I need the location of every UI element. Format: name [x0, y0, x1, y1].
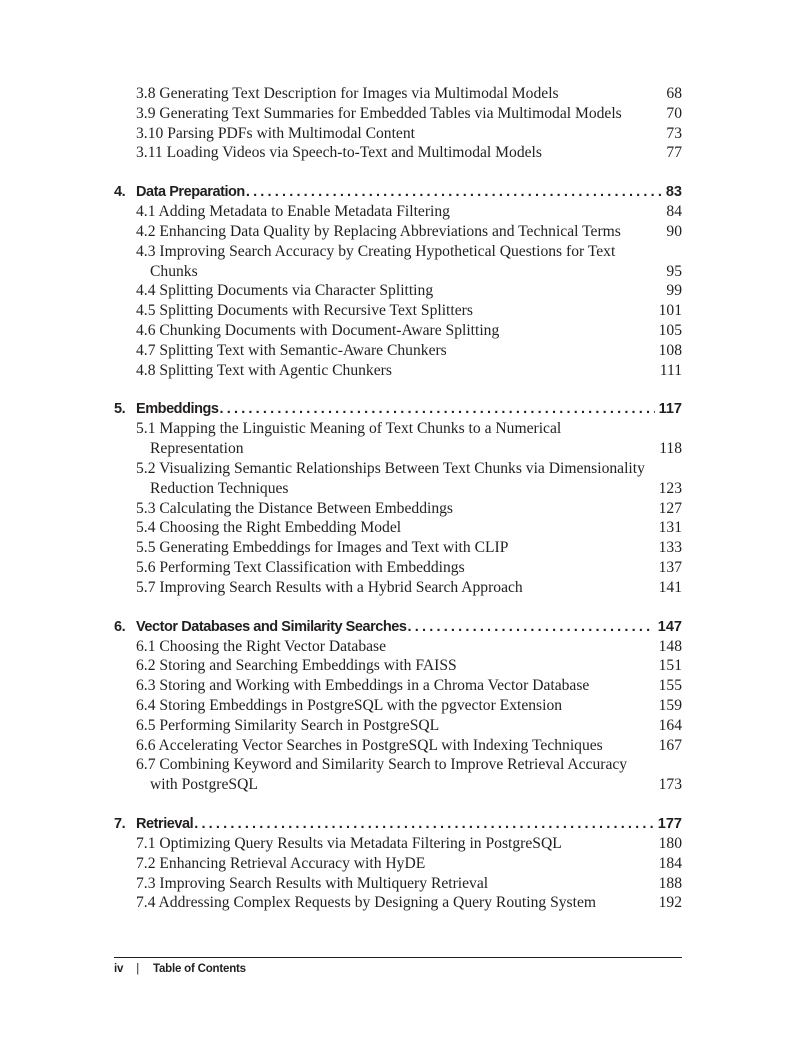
- entry-title: 4.2 Enhancing Data Quality by Replacing Abbreviations and Technical Terms: [136, 222, 621, 240]
- entry-page-number: 99: [666, 282, 682, 300]
- table-of-contents: [114, 84, 682, 913]
- toc-entry: [136, 637, 682, 657]
- toc-entry: [136, 202, 682, 222]
- entry-page-number: 148: [658, 637, 682, 655]
- toc-entry: [136, 874, 682, 894]
- toc-entry: [136, 84, 682, 104]
- entry-title: 7.4 Addressing Complex Requests by Designing a Query Routing System: [136, 894, 596, 912]
- toc-entry: [136, 696, 682, 716]
- entry-title: 5.4 Choosing the Right Embedding Model: [136, 519, 402, 537]
- entry-page-number: 101: [658, 302, 682, 320]
- toc-entry: [136, 143, 682, 163]
- entry-title: 5.6 Performing Text Classification with Embeddings: [136, 558, 465, 576]
- toc-entry: [136, 301, 682, 321]
- entry-page-number: 188: [658, 874, 682, 892]
- entry-title: 5.3 Calculating the Distance Between Embeddings: [136, 499, 453, 517]
- toc-entry: [136, 578, 682, 598]
- entry-title: 6.6 Accelerating Vector Searches in PostgreSQL with Indexing Techniques: [136, 736, 603, 754]
- dot-leader: [219, 399, 655, 419]
- entry-title: 4.4 Splitting Documents via Character Splitting: [136, 282, 434, 300]
- entry-title: 6.2 Storing and Searching Embeddings with FAISS: [136, 657, 457, 675]
- chapter-title: Vector Databases and Similarity Searches: [136, 618, 407, 635]
- toc-entry: [136, 321, 682, 341]
- entry-title: 6.7 Combining Keyword and Similarity Search to Improve Retrieval Accuracy with PostgreSQL: [136, 756, 628, 794]
- entry-title: 4.7 Splitting Text with Semantic-Aware Chunkers: [136, 341, 447, 359]
- entry-title: 5.5 Generating Embeddings for Images and Text with CLIP: [136, 539, 509, 557]
- chapter-number: 7.: [114, 815, 126, 832]
- dot-leader: [193, 814, 654, 834]
- entry-page-number: 151: [658, 657, 682, 675]
- entry-page-number: 164: [658, 716, 682, 734]
- toc-entry: [136, 281, 682, 301]
- footer-separator: |: [136, 963, 139, 975]
- entry-page-number: 123: [658, 479, 682, 497]
- entry-page-number: 108: [658, 341, 682, 359]
- entry-title: 3.9 Generating Text Summaries for Embedded Tables via Multimodal Models: [136, 104, 622, 122]
- toc-entry: [136, 222, 682, 242]
- chapter-number: 4.: [114, 184, 126, 201]
- toc-entry: [136, 518, 682, 538]
- chapter-heading: [114, 814, 682, 834]
- entry-page-number: 90: [666, 222, 682, 240]
- entry-title: 6.3 Storing and Working with Embeddings in a Chroma Vector Database: [136, 677, 590, 695]
- toc-entry: [136, 656, 682, 676]
- toc-entry: [136, 538, 682, 558]
- toc-entry: [136, 854, 682, 874]
- entry-page-number: 192: [658, 894, 682, 912]
- entry-title: 4.3 Improving Search Accuracy by Creating Hypothetical Questions for Text Chunks: [136, 242, 616, 280]
- entry-page-number: 159: [658, 696, 682, 714]
- entry-title: 3.10 Parsing PDFs with Multimodal Content: [136, 124, 415, 142]
- chapter-heading: [114, 617, 682, 637]
- toc-entry: [136, 736, 682, 756]
- toc-entry: [136, 242, 682, 282]
- chapter-number: 5.: [114, 401, 126, 418]
- dot-leader: [407, 617, 654, 637]
- entry-page-number: 167: [658, 736, 682, 754]
- entry-title: 5.1 Mapping the Linguistic Meaning of Text Chunks to a Numerical Representation: [136, 420, 562, 458]
- footer-page-number: iv: [114, 963, 124, 975]
- entry-page-number: 95: [666, 262, 682, 280]
- toc-entry: [136, 459, 682, 499]
- toc-entry: [136, 676, 682, 696]
- entry-page-number: 173: [658, 776, 682, 794]
- entry-title: 7.1 Optimizing Query Results via Metadata Filtering in PostgreSQL: [136, 834, 562, 852]
- chapter-page-number: 83: [665, 184, 682, 201]
- entry-page-number: 118: [659, 440, 682, 458]
- dot-leader: [245, 182, 662, 202]
- footer-label: Table of Contents: [153, 963, 246, 975]
- chapter-page-number: 177: [657, 815, 682, 832]
- entry-title: 7.2 Enhancing Retrieval Accuracy with HyDE: [136, 854, 426, 872]
- page-footer: [114, 963, 246, 975]
- toc-entry: [136, 419, 682, 459]
- entry-page-number: 70: [666, 104, 682, 122]
- chapter-title: Data Preparation: [136, 184, 245, 201]
- entry-title: 7.3 Improving Search Results with Multiquery Retrieval: [136, 874, 489, 892]
- entry-page-number: 155: [658, 677, 682, 695]
- entry-title: 3.8 Generating Text Description for Images via Multimodal Models: [136, 85, 559, 102]
- chapter-title: Embeddings: [136, 401, 219, 418]
- entry-title: 5.7 Improving Search Results with a Hybrid Search Approach: [136, 578, 523, 596]
- toc-entry: [136, 755, 682, 795]
- entry-title: 4.6 Chunking Documents with Document-Aware Splitting: [136, 321, 500, 339]
- entry-page-number: 137: [658, 558, 682, 576]
- toc-entry: [136, 341, 682, 361]
- entry-page-number: 184: [658, 854, 682, 872]
- entry-page-number: 141: [658, 578, 682, 596]
- entry-page-number: 84: [666, 203, 682, 221]
- chapter-heading: [114, 182, 682, 202]
- toc-entry: [136, 716, 682, 736]
- entry-title: 4.5 Splitting Documents with Recursive Text Splitters: [136, 302, 473, 320]
- entry-page-number: 111: [659, 361, 682, 379]
- footer-rule: [114, 957, 682, 958]
- toc-entry: [136, 124, 682, 144]
- entry-page-number: 105: [658, 321, 682, 339]
- toc-entry: [136, 361, 682, 381]
- entry-title: 4.1 Adding Metadata to Enable Metadata Filtering: [136, 203, 450, 221]
- entry-title: 5.2 Visualizing Semantic Relationships Between Text Chunks via Dimensionality Reduction Techniques: [136, 459, 645, 497]
- entry-page-number: 133: [658, 539, 682, 557]
- entry-page-number: 127: [658, 499, 682, 517]
- entry-title: 6.1 Choosing the Right Vector Database: [136, 637, 387, 655]
- chapter-page-number: 147: [657, 618, 682, 635]
- chapter-page-number: 117: [658, 401, 682, 418]
- entry-page-number: 180: [658, 834, 682, 852]
- chapter-heading: [114, 399, 682, 419]
- entry-page-number: 131: [658, 519, 682, 537]
- entry-page-number: 73: [666, 124, 682, 142]
- toc-entry: [136, 893, 682, 913]
- entry-title: 6.5 Performing Similarity Search in PostgreSQL: [136, 716, 440, 734]
- toc-entry: [136, 834, 682, 854]
- chapter-number: 6.: [114, 618, 126, 635]
- toc-entry: [136, 558, 682, 578]
- toc-entry: [136, 499, 682, 519]
- entry-title: 4.8 Splitting Text with Agentic Chunkers: [136, 361, 392, 379]
- chapter-title: Retrieval: [136, 815, 194, 832]
- entry-page-number: 68: [666, 85, 682, 102]
- entry-title: 3.11 Loading Videos via Speech-to-Text and Multimodal Models: [136, 144, 542, 162]
- entry-page-number: 77: [666, 144, 682, 162]
- toc-entry: [136, 104, 682, 124]
- entry-title: 6.4 Storing Embeddings in PostgreSQL with the pgvector Extension: [136, 696, 563, 714]
